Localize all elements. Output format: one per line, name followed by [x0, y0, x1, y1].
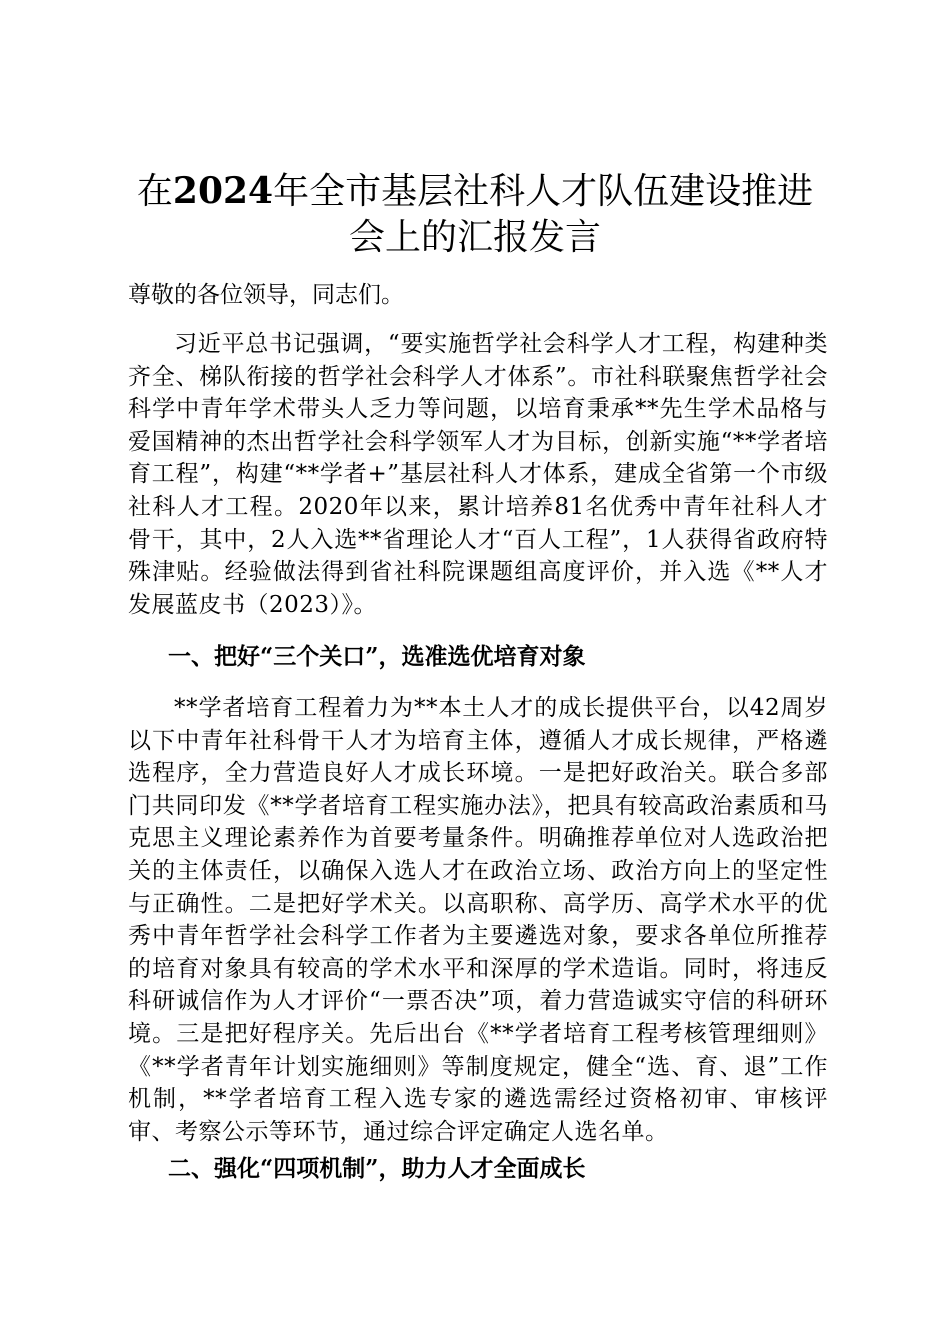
- document-title: [120, 168, 830, 261]
- title-year: 2024: [172, 170, 274, 212]
- body-paragraph-section-1: **学者培育工程着力为**本土人才的成长提供平台，以42周岁以下中青年社科骨干人才为培育主体，遵循人才成长规律，严格遴选程序，全力营造良好人才成长环境。一是把好政治关。联合多部门共同印发《**学者培育工程实施办法》，把具有较高政治素质和马克思主义理论素养作为首要考量条件。明确推荐单位对人选政治把关的主体责任，以确保入选人才在政治立场、政治方向上的坚定性与正确性。二是把好学术关。以高职称、高学历、高学术水平的优秀中青年哲学社会科学工作者为主要遴选对象，要求各单位所推荐的培育对象具有较高的学术水平和深厚的学术造诣。同时，将违反科研诚信作为人才评价“一票否决”项，着力营造诚实守信的科研环境。三是把好程序关。先后出台《**学者培育工程考核管理细则》《**学者青年计划实施细则》等制度规定，健全“选、育、退”工作机制，**学者培育工程入选专家的遴选需经过资格初审、审核评审、考察公示等环节，通过综合评定确定人选名单。: [128, 695, 828, 1145]
- body-paragraph-intro: 习近平总书记强调，“要实施哲学社会科学人才工程，构建种类齐全、梯队衔接的哲学社会科学人才体系”。市社科联聚焦哲学社会科学中青年学术带头人乏力等问题，以培育秉承**先生学术品格与爱国精神的杰出哲学社会科学领军人才为目标，创新实施“**学者培育工程”，构建“**学者+”基层社科人才体系，建成全省第一个市级社科人才工程。2020年以来，累计培养81名优秀中青年社科人才骨干，其中，2人入选**省理论人才“百人工程”，1人获得省政府特殊津贴。经验做法得到省社科院课题组高度评价，并入选《**人才发展蓝皮书（2023）》。: [128, 331, 828, 618]
- title-prefix: 在: [136, 171, 173, 212]
- section-heading-1: 一、把好“三个关口”，选准选优培育对象: [168, 643, 586, 670]
- salutation: 尊敬的各位领导，同志们。: [128, 282, 404, 308]
- section-heading-2: 二、强化“四项机制”，助力人才全面成长: [168, 1155, 586, 1182]
- title-rest: 年全市基层社科人才队伍建设推进会上的汇报发言: [273, 171, 814, 258]
